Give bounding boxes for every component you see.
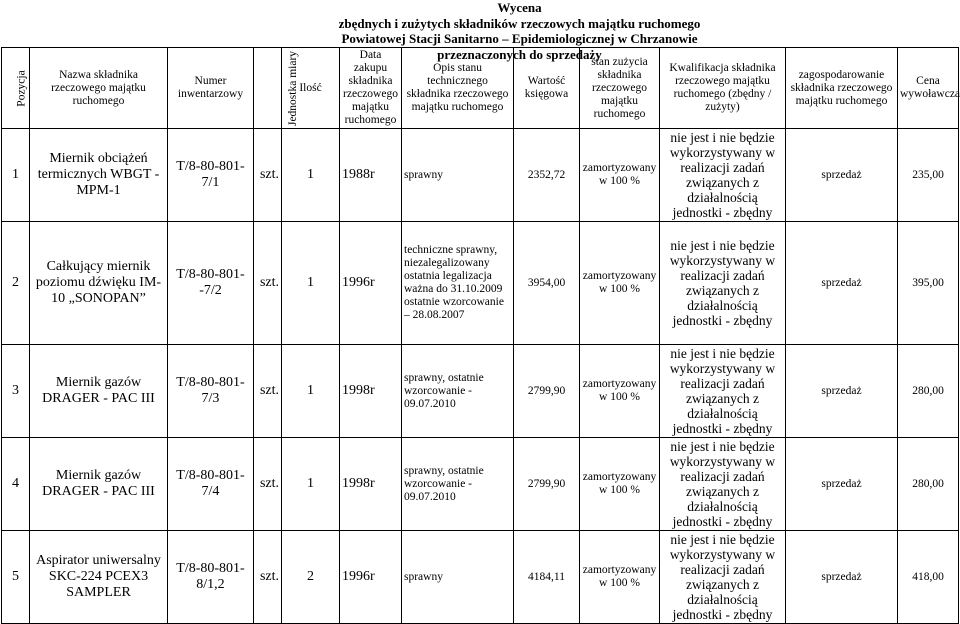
cell-condition: sprawny, ostatnie wzorcowanie - 09.07.2010 [402, 345, 514, 438]
cell-qualification: nie jest i nie będzie wykorzystywany w realizacji zadań związanych z działalnością jednostki - zbędny [660, 438, 786, 531]
cell-book-value: 2352,72 [514, 129, 580, 222]
cell-inventory-number: T/8-80-801-7/1 [168, 129, 254, 222]
cell-name: Aspirator uniwersalny SKC-224 PCEX3 SAMPLER [30, 531, 168, 624]
table-row [2, 345, 959, 438]
header-name: Nazwa składnika rzeczowego majątku ruchomego [30, 48, 168, 129]
cell-disposal: sprzedaż [786, 438, 898, 531]
cell-qualification: nie jest i nie będzie wykorzystywany w realizacji zadań związanych z działalnością jednostki - zbędny [660, 222, 786, 345]
cell-disposal: sprzedaż [786, 129, 898, 222]
cell-disposal: sprzedaż [786, 345, 898, 438]
cell-wear: zamortyzowany w 100 % [580, 129, 660, 222]
cell-inventory-number: T/8-80-801--7/2 [168, 222, 254, 345]
header-wear: stan zużycia składnika rzeczowego majątku ruchomego [580, 48, 660, 129]
cell-unit: szt. [254, 438, 282, 531]
cell-unit: szt. [254, 531, 282, 624]
header-quantity: Ilość [282, 48, 340, 129]
cell-unit: szt. [254, 222, 282, 345]
cell-purchase-date: 1996r [340, 222, 402, 345]
cell-quantity: 2 [282, 531, 340, 624]
table-header-row [2, 48, 959, 129]
header-book-value: Wartość księgowa [514, 48, 580, 129]
title-line-2: zbędnych i zużytych składników rzeczowych majątku ruchomego [338, 15, 701, 31]
cell-condition: techniczne sprawny, niezalegalizowany ostatnia legalizacja ważna do 31.10.2009 ostatnie wzorcowanie – 28.08.2007 [402, 222, 514, 345]
header-condition: Opis stanu technicznego składnika rzeczowego majątku ruchomego [402, 48, 514, 129]
cell-qualification: nie jest i nie będzie wykorzystywany w realizacji zadań związanych z działalnością jednostki - zbędny [660, 531, 786, 624]
title-line-4: przeznaczonych do sprzedaży [437, 46, 602, 62]
cell-quantity: 1 [282, 438, 340, 531]
cell-book-value: 2799,90 [514, 345, 580, 438]
cell-name: Miernik obciążeń termicznych WBGT - MPM-1 [30, 129, 168, 222]
header-disposal: zagospodarowanie składnika rzeczowego majątku ruchomego [786, 48, 898, 129]
cell-purchase-date: 1998r [340, 345, 402, 438]
table-row [2, 531, 959, 624]
cell-condition: sprawny [402, 531, 514, 624]
cell-position: 4 [2, 438, 30, 531]
cell-name: Całkujący miernik poziomu dźwięku IM-10 „SONOPAN” [30, 222, 168, 345]
cell-condition: sprawny [402, 129, 514, 222]
cell-purchase-date: 1996r [340, 531, 402, 624]
cell-inventory-number: T/8-80-801-8/1,2 [168, 531, 254, 624]
header-inventory-number: Numer inwentarzowy [168, 48, 254, 129]
cell-position: 5 [2, 531, 30, 624]
cell-position: 3 [2, 345, 30, 438]
valuation-table [1, 47, 959, 624]
cell-purchase-date: 1998r [340, 438, 402, 531]
cell-disposal: sprzedaż [786, 531, 898, 624]
header-qualification: Kwalifikacja składnika rzeczowego majątku ruchomego (zbędny / zużyty) [660, 48, 786, 129]
cell-name: Miernik gazów DRAGER - PAC III [30, 438, 168, 531]
cell-position: 1 [2, 129, 30, 222]
cell-price: 280,00 [898, 345, 959, 438]
cell-quantity: 1 [282, 129, 340, 222]
header-purchase-date: Data zakupu składnika rzeczowego majątku ruchomego [340, 48, 402, 129]
cell-disposal: sprzedaż [786, 222, 898, 345]
cell-price: 235,00 [898, 129, 959, 222]
cell-wear: zamortyzowany w 100 % [580, 345, 660, 438]
cell-qualification: nie jest i nie będzie wykorzystywany w realizacji zadań związanych z działalnością jednostki - zbędny [660, 345, 786, 438]
cell-unit: szt. [254, 345, 282, 438]
table-row [2, 222, 959, 345]
table-row [2, 438, 959, 531]
header-unit: Jednostka miary [254, 48, 282, 129]
cell-price: 280,00 [898, 438, 959, 531]
cell-condition: sprawny, ostatnie wzorcowanie - 09.07.2010 [402, 438, 514, 531]
header-price: Cena wywoławcza [898, 48, 959, 129]
cell-quantity: 1 [282, 222, 340, 345]
cell-purchase-date: 1988r [340, 129, 402, 222]
cell-price: 418,00 [898, 531, 959, 624]
cell-wear: zamortyzowany w 100 % [580, 531, 660, 624]
cell-book-value: 2799,90 [514, 438, 580, 531]
header-position: Pozycja [2, 48, 30, 129]
table-row [2, 129, 959, 222]
title-line-3: Powiatowej Stacji Sanitarno – Epidemiologicznej w Chrzanowie [341, 31, 698, 46]
cell-position: 2 [2, 222, 30, 345]
cell-quantity: 1 [282, 345, 340, 438]
cell-book-value: 4184,11 [514, 531, 580, 624]
cell-book-value: 3954,00 [514, 222, 580, 345]
cell-price: 395,00 [898, 222, 959, 345]
cell-qualification: nie jest i nie będzie wykorzystywany w realizacji zadań związanych z działalnością jednostki - zbędny [660, 129, 786, 222]
cell-wear: zamortyzowany w 100 % [580, 222, 660, 345]
cell-inventory-number: T/8-80-801-7/3 [168, 345, 254, 438]
cell-unit: szt. [254, 129, 282, 222]
cell-inventory-number: T/8-80-801-7/4 [168, 438, 254, 531]
cell-wear: zamortyzowany w 100 % [580, 438, 660, 531]
title-line-1: Wycena [497, 0, 542, 15]
cell-name: Miernik gazów DRAGER - PAC III [30, 345, 168, 438]
